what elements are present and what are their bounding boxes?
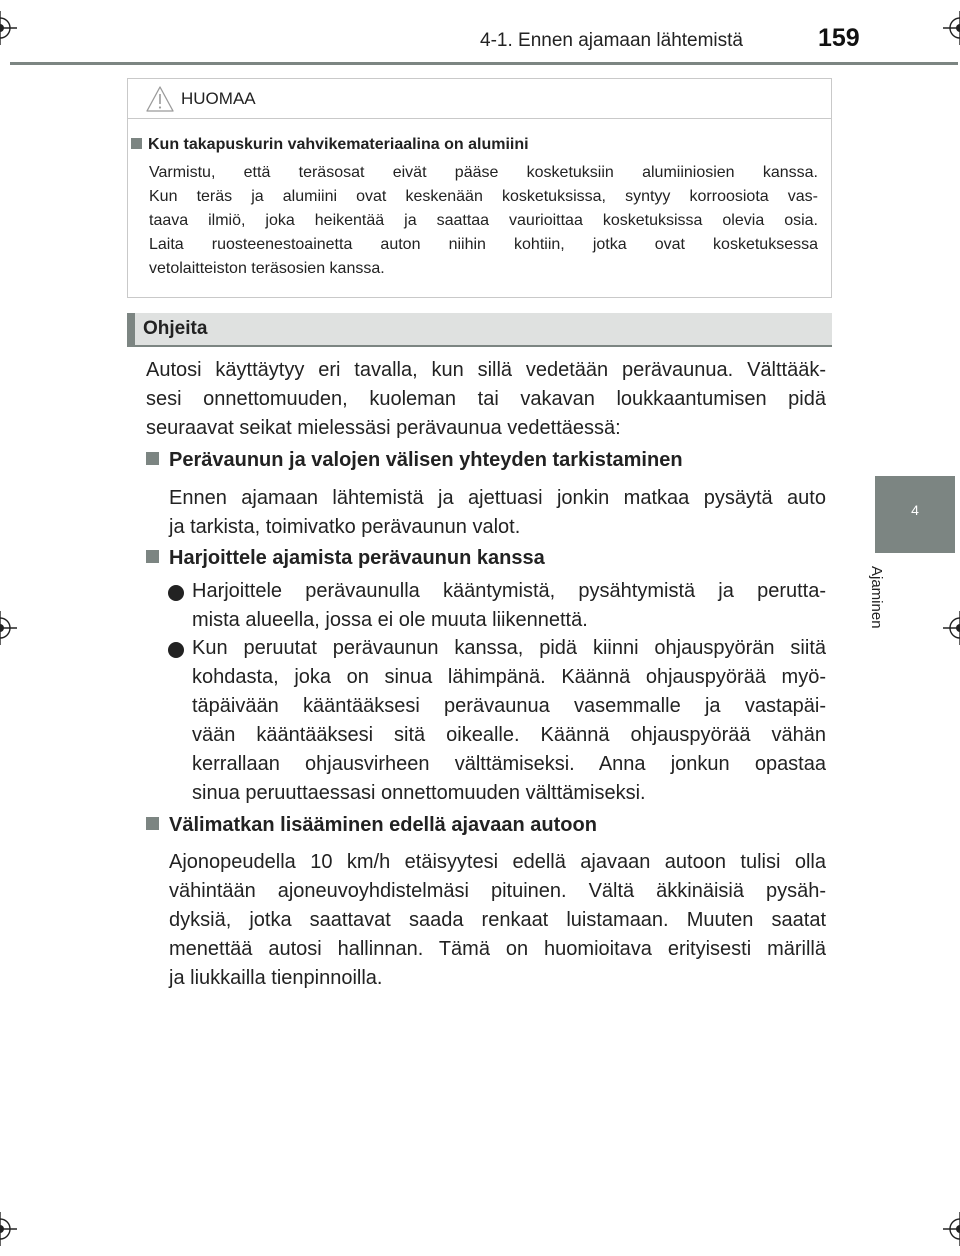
notice-subheading [131,136,529,154]
notice-title: HUOMAA [181,89,256,108]
bullet-line: Kun peruutat perävaunun kanssa, pidä kiinni ohjauspyörän siitä [192,637,826,659]
topic-line: dyksiä, jotka saattavat saada renkaat luistamaan. Muuten saatat [169,909,826,931]
square-bullet-icon [146,817,159,830]
topic-paragraph [169,848,826,993]
topic-heading-text: Perävaunun ja valojen välisen yhteyden tarkistaminen [169,449,683,471]
notice-line: Kun teräs ja alumiini ovat keskenään kosketuksissa, syntyy korroosiota vas- [149,188,818,205]
registration-mark-icon [0,11,17,45]
registration-mark-icon [943,1212,960,1246]
notice-line: vetolaitteiston teräsosien kanssa. [149,260,385,277]
bullet-paragraph [192,634,826,808]
topic-heading [146,814,597,837]
page-number: 159 [818,24,860,52]
notice-line: taava ilmiö, joka heikentää ja saattaa vaurioittaa kosketuksissa olevia osia. [149,212,818,229]
intro-line: seuraavat seikat mielessäsi perävaunua vedettäessä: [146,417,621,439]
square-bullet-icon [146,550,159,563]
section-heading-bar [127,313,832,347]
notice-header [128,79,831,119]
bullet-line: täpäivään kääntääksesi perävaunua vasemmalle ja vastapäi- [192,695,826,717]
notice-line: Laita ruosteenestoainetta auton niihin kohtiin, jotka ovat kosketuksessa [149,236,818,253]
topic-line: menettää autosi hallinnan. Tämä on huomioitava erityisesti märillä [169,938,826,960]
square-bullet-icon [146,452,159,465]
bullet-line: Harjoittele perävaunulla kääntymistä, pysähtymistä ja perutta- [192,580,826,602]
notice-paragraph [149,161,818,281]
notice-subheading-text: Kun takapuskurin vahvikemateriaalina on alumiini [148,136,529,153]
topic-heading-text: Välimatkan lisääminen edellä ajavaan autoon [169,814,597,836]
topic-line: Ajonopeudella 10 km/h etäisyytesi edellä ajavaan autoon tulisi olla [169,851,826,873]
intro-paragraph [146,356,826,443]
bullet-paragraph [192,577,826,635]
topic-heading [146,449,683,472]
section-title: Ohjeita [143,318,208,339]
chapter-number: 4 [911,502,919,518]
registration-mark-icon [0,1212,17,1246]
bullet-line: mista alueella, jossa ei ole muuta liikennettä. [192,609,588,631]
topic-line: Ennen ajamaan lähtemistä ja ajettuasi jonkin matkaa pysäytä auto [169,487,826,509]
topic-line: ja liukkailla tienpinnoilla. [169,967,383,989]
topic-heading-text: Harjoittele ajamista perävaunun kanssa [169,547,545,569]
bullet-line: vään kääntääksesi sitä oikealle. Käännä ohjauspyörää vähän [192,724,826,746]
bullet-line: kerrallaan ohjausvirheen välttämiseksi. Anna jonkun opastaa [192,753,826,775]
bullet-line: kohdasta, joka on sinua lähimpänä. Käännä ohjauspyörää myö- [192,666,826,688]
registration-mark-icon [0,611,17,645]
warning-triangle-icon [145,85,175,113]
topic-heading [146,547,545,570]
chapter-tab [875,476,955,553]
topic-line: vähintään ajoneuvoyhdistelmäsi pituinen. Vältä äkkinäisiä pysäh- [169,880,826,902]
round-bullet-icon [168,642,184,658]
registration-mark-icon [943,11,960,45]
registration-mark-icon [943,611,960,645]
topic-line: ja tarkista, toimivatko perävaunun valot. [169,516,521,538]
intro-line: sesi onnettomuuden, kuoleman tai vakavan loukkaantumisen pidä [146,388,826,410]
running-header: 4-1. Ennen ajamaan lähtemistä [480,30,743,51]
intro-line: Autosi käyttäytyy eri tavalla, kun sillä vedetään perävaunua. Välttääk- [146,359,826,381]
notice-line: Varmistu, että teräsosat eivät pääse kosketuksiin alumiiniosien kanssa. [149,164,818,181]
header-rule [10,62,958,65]
bullet-line: sinua peruuttaessasi onnettomuuden välttämiseksi. [192,782,646,804]
square-bullet-icon [131,138,142,149]
chapter-label-wrapper [868,566,913,646]
topic-paragraph [169,484,826,542]
notice-box [127,78,832,298]
chapter-label: Ajaminen [868,566,885,629]
round-bullet-icon [168,585,184,601]
